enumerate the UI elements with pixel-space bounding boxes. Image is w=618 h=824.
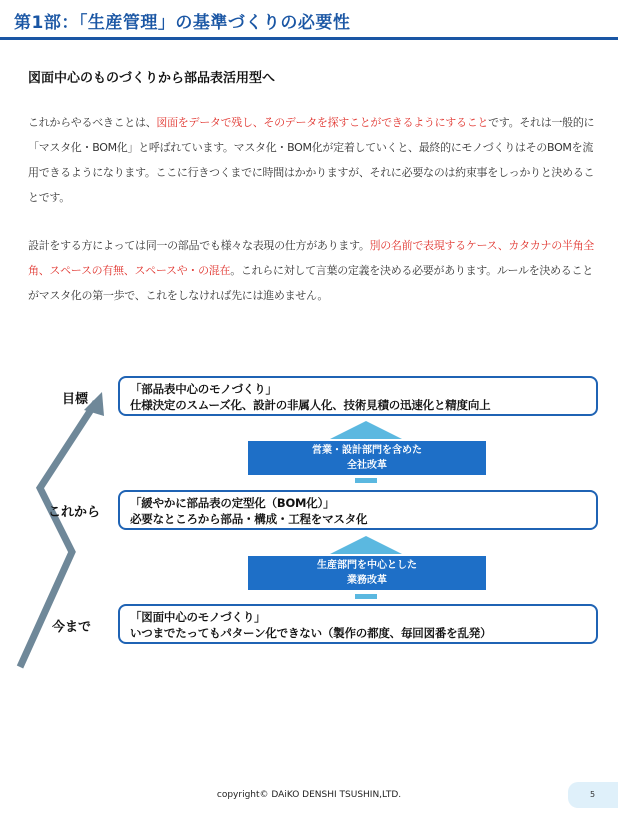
stage-label-next: これから [48,505,101,520]
stage-past-title: 「図面中心のモノづくり」 [130,610,266,624]
page-title: 第1部：「生産管理」の基準づくりの必要性 [14,13,351,33]
stage-label-goal: 目標 [62,392,89,407]
stage-goal-title: 「部品表中心のモノづくり」 [130,382,277,396]
paragraph-1-highlight: 図面をデータで残し、そのデータを探すことができるようにすること [156,116,489,129]
paragraph-2-text-a: 設計をする方によっては同一の部品でも様々な表現の仕方があります。 [28,239,370,252]
connector-bar [355,594,377,599]
paragraph-1 [28,110,600,210]
stage-next-desc: 必要なところから部品・構成・工程をマスタ化 [130,512,368,526]
stage-past-desc: いつまでたってもパターン化できない（製作の都度、毎回図番を乱発） [130,626,492,640]
copyright-text: copyright© DAiKO DENSHI TSUSHIN,LTD. [216,790,402,800]
stage-box-goal [118,376,598,416]
growth-arrow-icon [0,380,120,680]
paragraph-2-text-c: 。これらに対して言葉の定義を決める必要があります。ルールを決めることがマスタ化の第一歩で、これをしなければ先には進めません。 [28,264,593,302]
stage-next-title: 「緩やかに部品表の定型化（BOM化）」 [130,496,335,510]
up-triangle-icon [330,421,402,439]
reform-company-wide-line2: 全社改革 [347,460,387,471]
header-divider [0,37,618,40]
paragraph-1-text-c: です。それは一般的に「マスタ化・BOM化」と呼ばれています。マスタ化・BOM化が定着していくと、最終的にモノづくりはそのBOMを流用できるようになります。ここに行きつくまでに時間はかかりますが、それに必要なのは約束事をしっかりと決めることです。 [28,116,595,204]
reform-box-company-wide [248,441,486,475]
reform-production-line1: 生産部門を中心とした [317,560,417,571]
paragraph-2-highlight: 別の名前で表現するケース、カタカナの半角全角、スペースの有無、スペースや・の混在 [28,239,595,277]
section-heading: 図面中心のものづくりから部品表活用型へ [28,71,276,86]
reform-company-wide-line1: 営業・設計部門を含めた [312,445,422,456]
paragraph-2 [28,233,600,308]
page-number: 5 [590,790,596,799]
stage-goal-desc: 仕様決定のスムーズ化、設計の非属人化、技術見積の迅速化と精度向上 [130,398,491,412]
up-triangle-icon [330,536,402,554]
reform-production-line2: 業務改革 [347,575,387,586]
paragraph-1-text-a: これからやるべきことは、 [28,116,157,129]
connector-bar [355,478,377,483]
reform-box-production [248,556,486,590]
stage-label-past: 今まで [52,620,92,635]
stage-box-next [118,490,598,530]
stage-box-past [118,604,598,644]
